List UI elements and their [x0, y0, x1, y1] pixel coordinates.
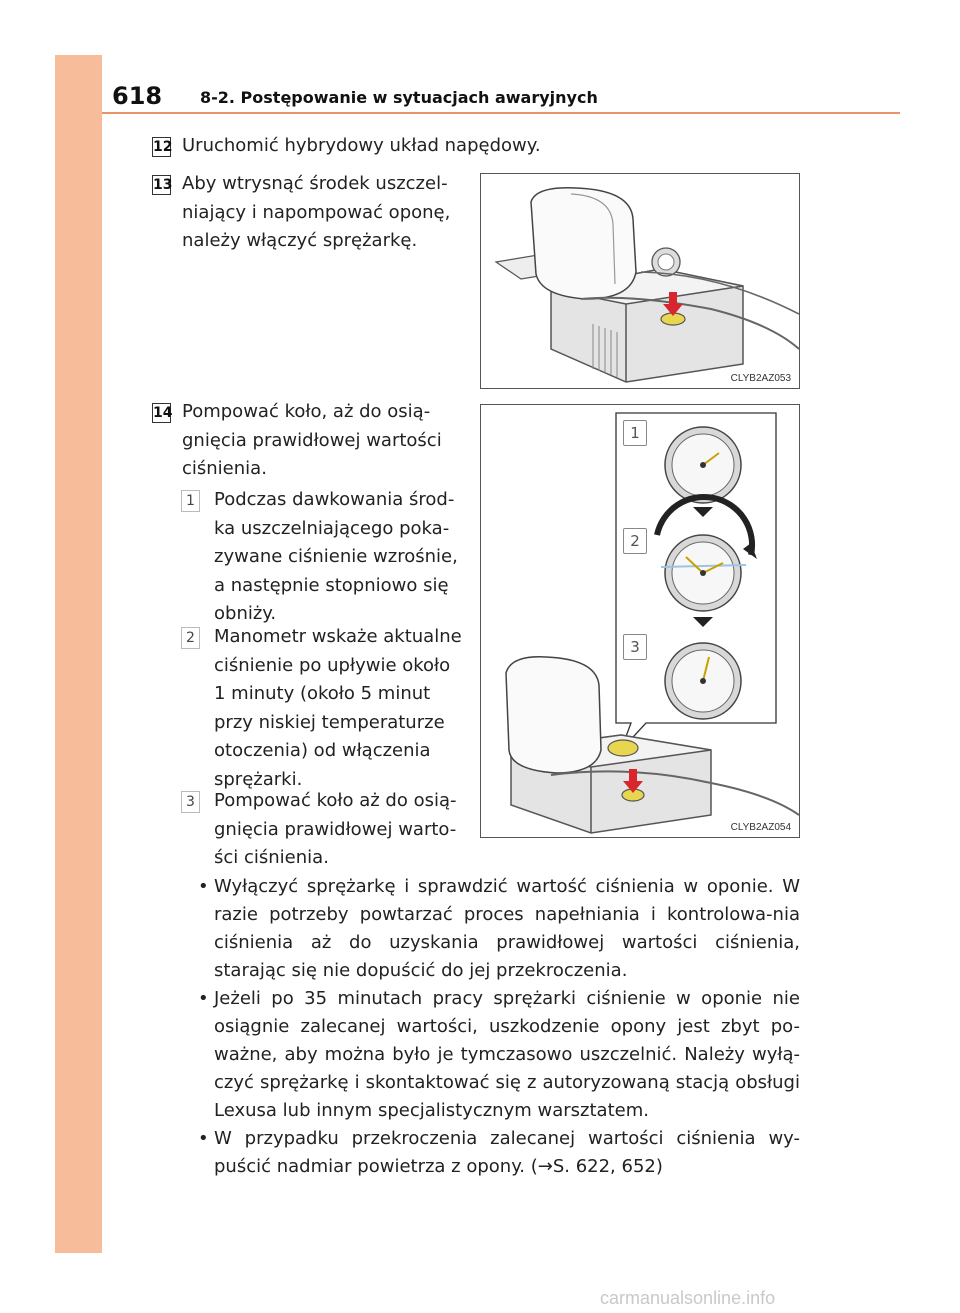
text-line: ka uszczelniającego poka-: [214, 517, 450, 539]
list-item: • Wyłączyć sprężarkę i sprawdzić wartość ciśnienia w oponie. W razie potrzeby powtarzać proces napełniania i kontrolowa-nia ciśnienia aż do uzyskania prawidłowej wartości ciśnienia, starając się nie dopuścić do jej przekroczenia.: [198, 876, 800, 981]
step-12-text: Uruchomić hybrydowy układ napędowy.: [182, 135, 541, 156]
substep-3-text: [214, 787, 462, 873]
substep-badge-2: 2: [181, 627, 200, 649]
text-line: Pompować koło, aż do osią-: [182, 401, 431, 422]
step-14-text: [182, 398, 462, 484]
step-number-13: 13: [153, 177, 173, 193]
text-line: otoczenia) od włączenia: [214, 740, 431, 761]
gauge-label-3: 3: [623, 634, 647, 660]
text-line: sprężarki.: [214, 768, 303, 790]
section-title: 8-2. Postępowanie w sytuacjach awaryjnych: [200, 88, 598, 107]
text-line: Pompować koło aż do osią-: [214, 790, 457, 811]
text-line: ciśnienia.: [182, 458, 267, 479]
figure-code: CLYB2AZ053: [730, 373, 791, 384]
text-line: ści ciśnienia.: [214, 847, 329, 868]
step-number-14: 14: [153, 405, 173, 421]
text-line: należy włączyć sprężarkę.: [182, 230, 418, 251]
side-tab-bar: [55, 55, 102, 1253]
figure-compressor-on: [480, 173, 800, 389]
text-line: a następnie stopniowo się: [214, 574, 449, 596]
step-13-text: [182, 170, 462, 256]
text-line: zywane ciśnienie wzrośnie,: [214, 546, 458, 567]
step-number-12: 12: [153, 139, 173, 155]
notes-list: [198, 873, 800, 1181]
arrow-shaft: [629, 769, 637, 783]
text-line: gnięcia prawidłowej wartości: [182, 429, 442, 451]
arrow-shaft: [669, 292, 677, 306]
text-line: ciśnienie po upływie około: [214, 654, 451, 676]
text-line: niający i napompować oponę,: [182, 201, 451, 223]
text-line: przy niskiej temperaturze: [214, 711, 445, 733]
figure-pressure-gauge: [480, 404, 800, 838]
gauge-illustration: [481, 405, 799, 837]
gauge-label-1: 1: [623, 420, 647, 446]
figure-code: CLYB2AZ054: [730, 822, 791, 833]
list-item-text: W przypadku przekroczenia zalecanej wartości ciśnienia wy-puścić nadmiar powietrza z opony. (→S. 622, 652): [214, 1128, 800, 1177]
page-header: [102, 80, 900, 114]
text-line: obniży.: [214, 603, 277, 624]
substep-badge-1: 1: [181, 490, 200, 512]
substep-badge-3: 3: [181, 791, 200, 813]
text-line: Manometr wskaże aktualne: [214, 626, 462, 647]
text-line: gnięcia prawidłowej warto-: [214, 818, 457, 840]
list-item-text: Wyłączyć sprężarkę i sprawdzić wartość ciśnienia w oponie. W razie potrzeby powtarzać proces napełniania i kontrolowa-nia ciśnienia aż do uzyskania prawidłowej wartości ciśnienia, starając się nie dopuścić do jej przekroczenia.: [214, 876, 800, 981]
text-line: Podczas dawkowania środ-: [214, 489, 455, 510]
gauge-3-icon: [665, 643, 741, 719]
list-item-text: Jeżeli po 35 minutach pracy sprężarki ciśnienie w oponie nie osiągnie zalecanej wartości, uszkodzenie opony jest zbyt po-ważne, aby można było je tymczasowo uszczelnić. Należy wyłą-czyć sprężarkę i skontaktować się z autoryzowaną stacją obsługi Lexusa lub innym specjalistycznym warsztatem.: [214, 988, 800, 1121]
list-item: • W przypadku przekroczenia zalecanej wartości ciśnienia wy-puścić nadmiar powietrza z opony. (→S. 622, 652): [198, 1128, 800, 1177]
substep-2-text: [214, 623, 462, 794]
text-line: Aby wtrysnąć środek uszczel-: [182, 173, 448, 194]
gauge-label-2: 2: [623, 528, 647, 554]
compressor-illustration: [481, 174, 799, 388]
substep-1-text: [214, 486, 462, 629]
text-line: 1 minuty (około 5 minut: [214, 683, 431, 704]
list-item: • Jeżeli po 35 minutach pracy sprężarki ciśnienie w oponie nie osiągnie zalecanej wartości, uszkodzenie opony jest zbyt po-ważne, aby można było je tymczasowo uszczelnić. Należy wyłą-czyć sprężarkę i skontaktować się z autoryzowaną stacją obsługi Lexusa lub innym specjalistycznym warsztatem.: [198, 988, 800, 1121]
watermark: carmanualsonline.info: [600, 1288, 776, 1308]
gauge-1-icon: [665, 427, 741, 503]
page-number: 618: [112, 82, 163, 110]
